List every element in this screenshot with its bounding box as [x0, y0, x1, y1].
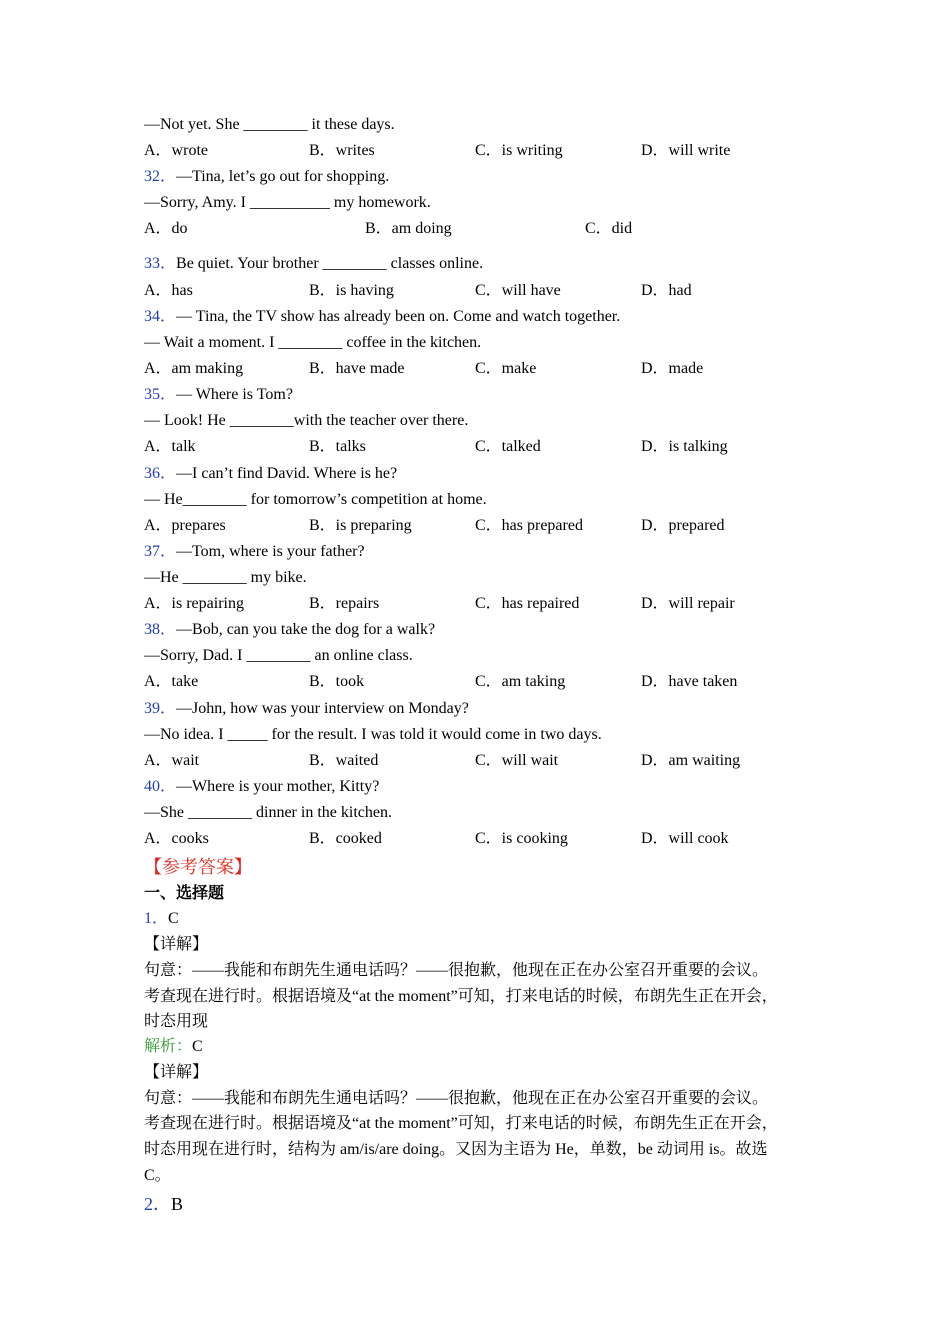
option-c: C．has prepared — [475, 517, 583, 534]
question-number: 36． — [144, 465, 177, 482]
option-a: A．cooks — [144, 830, 209, 847]
detail-label: 【详解】 — [144, 936, 209, 953]
question-line: —She ________ dinner in the kitchen. — [144, 804, 392, 821]
option-d: D．is talking — [641, 438, 728, 455]
option-b: B．am doing — [365, 220, 452, 237]
question-text: — Where is Tom? — [176, 386, 293, 403]
answer-value: C — [168, 910, 179, 927]
answer-value: B — [171, 1194, 184, 1214]
question-number: 37． — [144, 543, 177, 560]
option-a: A．prepares — [144, 517, 226, 534]
option-b: B．writes — [309, 142, 375, 159]
option-a: A．wrote — [144, 142, 208, 159]
question-text: —Tina, let’s go out for shopping. — [176, 168, 390, 185]
option-row — [144, 219, 824, 239]
question-39 — [144, 699, 469, 719]
option-d: D．had — [641, 282, 692, 299]
question-line: —Not yet. She ________ it these days. — [144, 116, 395, 133]
question-text: —Where is your mother, Kitty? — [176, 778, 380, 795]
question-33 — [144, 254, 483, 274]
question-34 — [144, 307, 620, 327]
option-a: A．has — [144, 282, 193, 299]
detail-text: C。 — [144, 1167, 171, 1184]
answer-heading: 【参考答案】 — [144, 857, 252, 877]
question-text: —I can’t find David. Where is he? — [176, 465, 398, 482]
question-36 — [144, 464, 397, 484]
answer-1 — [144, 909, 179, 929]
question-text: — Tina, the TV show has already been on. Come and watch together. — [176, 308, 621, 325]
option-row — [144, 359, 824, 379]
answer-number: 1． — [144, 910, 169, 927]
option-c: C．did — [585, 220, 633, 237]
question-37 — [144, 542, 365, 562]
question-number: 40． — [144, 778, 177, 795]
option-d: D．am waiting — [641, 752, 741, 769]
question-text: Be quiet. Your brother ________ classes online. — [176, 255, 484, 272]
question-text: —Tom, where is your father? — [176, 543, 365, 560]
option-row — [144, 594, 824, 614]
option-d: D．will repair — [641, 595, 735, 612]
option-b: B．have made — [309, 360, 405, 377]
option-d: D．made — [641, 360, 704, 377]
option-d: D．will write — [641, 142, 731, 159]
option-a: A．do — [144, 220, 188, 237]
question-32 — [144, 167, 389, 187]
option-row — [144, 141, 824, 161]
option-b: B．is preparing — [309, 517, 412, 534]
question-38 — [144, 620, 435, 640]
question-line: —He ________ my bike. — [144, 569, 307, 586]
option-c: C．will wait — [475, 752, 559, 769]
question-number: 32． — [144, 168, 177, 185]
option-row — [144, 516, 824, 536]
option-d: D．will cook — [641, 830, 729, 847]
option-a: A．wait — [144, 752, 200, 769]
option-c: C．is cooking — [475, 830, 568, 847]
jiexi-value: C — [192, 1038, 203, 1055]
question-text: —Bob, can you take the dog for a walk? — [176, 621, 436, 638]
option-b: B．cooked — [309, 830, 382, 847]
question-text: —John, how was your interview on Monday? — [176, 700, 469, 717]
detail-text: 时态用现 — [144, 1013, 209, 1030]
detail-text: 句意：——我能和布朗先生通电话吗？——很抱歉，他现在正在办公室召开重要的会议。 — [144, 1090, 769, 1107]
option-b: B．talks — [309, 438, 366, 455]
question-line: —Sorry, Dad. I ________ an online class. — [144, 647, 413, 664]
question-line: —No idea. I _____ for the result. I was told it would come in two days. — [144, 726, 602, 743]
detail-text: 考查现在进行时。根据语境及“at the moment”可知，打来电话的时候，布朗先生正在开会， — [144, 1115, 778, 1132]
option-c: C．will have — [475, 282, 561, 299]
option-row — [144, 437, 824, 457]
option-d: D．have taken — [641, 673, 738, 690]
option-row — [144, 751, 824, 771]
option-row — [144, 829, 824, 849]
jiexi-label: 解析： — [144, 1038, 193, 1055]
question-line: — Look! He ________with the teacher over there. — [144, 412, 469, 429]
jiexi-line — [144, 1037, 203, 1057]
question-line: — Wait a moment. I ________ coffee in the kitchen. — [144, 334, 482, 351]
question-line: — He________ for tomorrow’s competition at home. — [144, 491, 487, 508]
question-40 — [144, 777, 379, 797]
option-a: A．am making — [144, 360, 244, 377]
detail-label: 【详解】 — [144, 1064, 209, 1081]
option-b: B．took — [309, 673, 365, 690]
option-c: C．has repaired — [475, 595, 580, 612]
option-c: C．am taking — [475, 673, 566, 690]
option-row — [144, 672, 824, 692]
question-number: 35． — [144, 386, 177, 403]
option-b: B．repairs — [309, 595, 380, 612]
option-b: B．is having — [309, 282, 394, 299]
option-c: C．talked — [475, 438, 541, 455]
question-line: —Sorry, Amy. I __________ my homework. — [144, 194, 431, 211]
answer-2 — [144, 1193, 183, 1215]
question-number: 33． — [144, 255, 177, 272]
option-row — [144, 281, 824, 301]
detail-text: 句意：——我能和布朗先生通电话吗？——很抱歉，他现在正在办公室召开重要的会议。 — [144, 962, 769, 979]
option-d: D．prepared — [641, 517, 725, 534]
question-35 — [144, 385, 293, 405]
question-number: 38． — [144, 621, 177, 638]
detail-text: 考查现在进行时。根据语境及“at the moment”可知，打来电话的时候，布朗先生正在开会， — [144, 988, 778, 1005]
question-number: 39． — [144, 700, 177, 717]
option-c: C．is writing — [475, 142, 563, 159]
detail-text: 时态用现在进行时，结构为 am/is/are doing。又因为主语为 He，单数，be 动词用 is。故选 — [144, 1141, 768, 1158]
question-number: 34． — [144, 308, 177, 325]
option-c: C．make — [475, 360, 537, 377]
option-a: A．take — [144, 673, 199, 690]
answer-number: 2． — [144, 1194, 171, 1214]
option-a: A．talk — [144, 438, 196, 455]
section-title: 一、选择题 — [144, 885, 225, 902]
option-a: A．is repairing — [144, 595, 244, 612]
option-b: B．waited — [309, 752, 379, 769]
